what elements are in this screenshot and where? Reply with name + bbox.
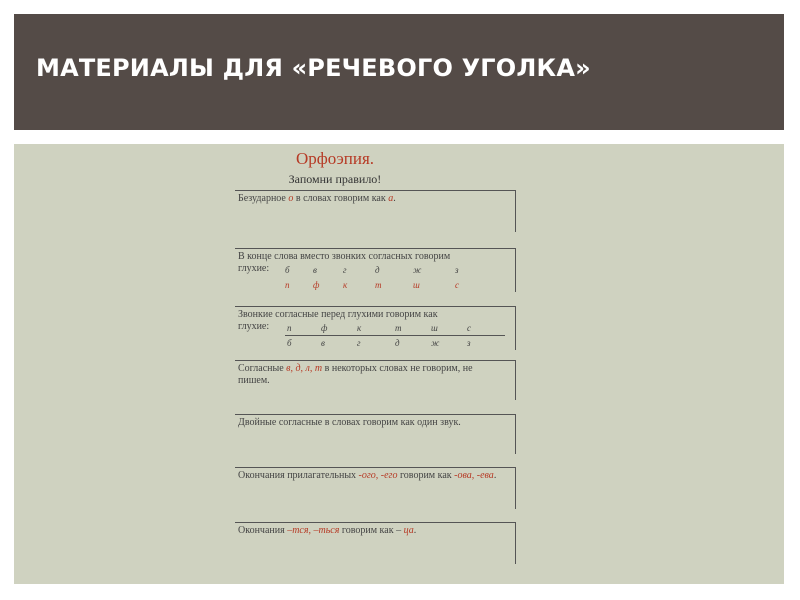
rule-7 bbox=[235, 522, 516, 564]
rule-5 bbox=[235, 414, 516, 454]
rule-4 bbox=[235, 360, 516, 400]
rule-3-text: Звонкие согласные перед глухими говорим как глухие: bbox=[238, 309, 438, 332]
document-subtitle: Запомни правило! bbox=[288, 172, 382, 186]
slide-title: МАТЕРИАЛЫ ДЛЯ «РЕЧЕВОГО УГОЛКА» bbox=[36, 54, 591, 82]
document-title: Орфоэпия. bbox=[295, 149, 375, 168]
rule-3-underline bbox=[285, 335, 505, 336]
rule-6-text: Окончания прилагательных -ого, -его говорим как -ова, -ева. bbox=[238, 470, 497, 481]
rule-1 bbox=[235, 190, 516, 232]
rule-3: Звонкие согласные перед глухими говорим как глухие: п ф к т ш с б в г д ж з bbox=[235, 306, 516, 350]
rule-2-text: В конце слова вместо звонких согласных говорим глухие: bbox=[238, 251, 451, 274]
rule-2: В конце слова вместо звонких согласных говорим глухие: б в г д ж з п ф к т ш с bbox=[235, 248, 516, 292]
rule-6 bbox=[235, 467, 516, 509]
rule-7-text: Окончания –тся, –ться говорим как – ца. bbox=[238, 525, 417, 536]
title-banner bbox=[14, 14, 784, 130]
rule-1-text: Безударное о в словах говорим как а. bbox=[238, 193, 396, 204]
rule-4-text: Согласные в, д, л, т в некоторых словах не говорим, не пишем. bbox=[238, 363, 473, 386]
rule-5-text: Двойные согласные в словах говорим как один звук. bbox=[238, 417, 461, 428]
